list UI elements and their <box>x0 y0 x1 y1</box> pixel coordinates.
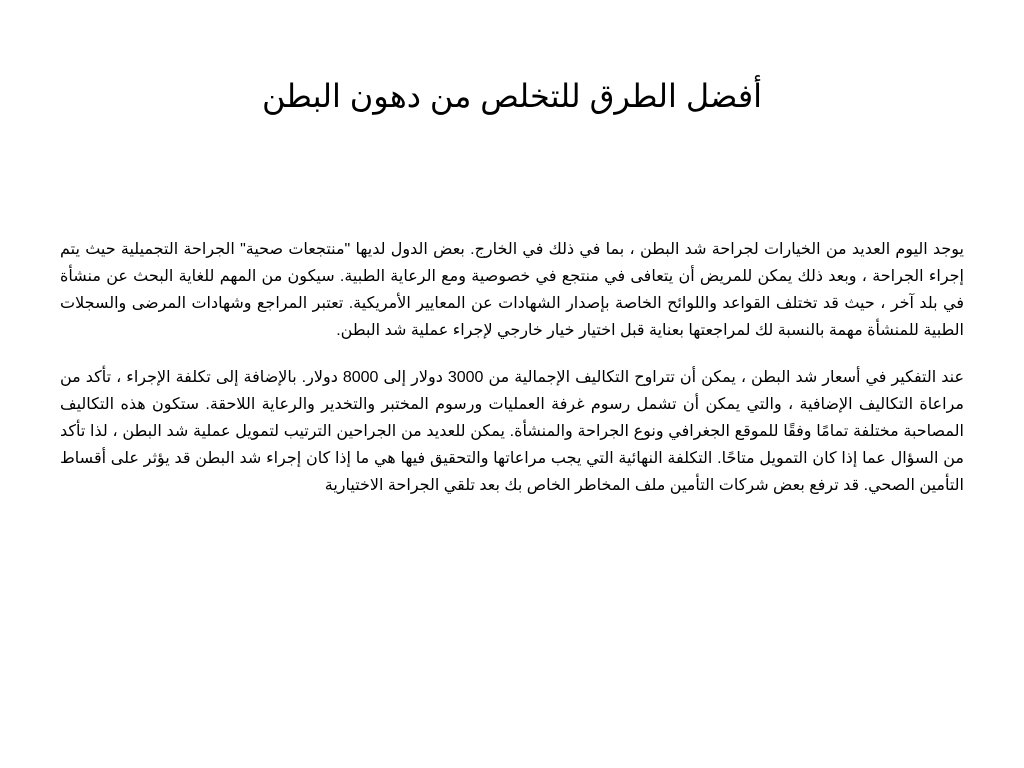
slide-body <box>60 236 964 519</box>
body-paragraph-1: يوجد اليوم العديد من الخيارات لجراحة شد البطن ، بما في ذلك في الخارج. بعض الدول لديها "منتجعات صحية" الجراحة التجميلية حيث يتم إجراء الجراحة ، وبعد ذلك يمكن للمريض أن يتعافى في منتجع في خصوصية ومع الرعاية الطبية. سيكون من المهم للغاية البحث عن منشأة في بلد آخر ، حيث قد تختلف القواعد واللوائح الخاصة بإصدار الشهادات عن المعايير الأمريكية. تعتبر المراجع وشهادات المرضى والسجلات الطبية للمنشأة مهمة بالنسبة لك لمراجعتها بعناية قبل اختيار خيار خارجي لإجراء عملية شد البطن. <box>60 241 964 339</box>
body-paragraph-2: عند التفكير في أسعار شد البطن ، يمكن أن تتراوح التكاليف الإجمالية من 3000 دولار إلى 8000 دولار. بالإضافة إلى تكلفة الإجراء ، تأكد من مراعاة التكاليف الإضافية ، والتي يمكن أن تشمل رسوم غرفة العمليات ورسوم المختبر والتخدير والرعاية اللاحقة. ستكون هذه التكاليف المصاحبة مختلفة تمامًا وفقًا للموقع الجغرافي ونوع الجراحة والمنشأة. يمكن للعديد من الجراحين الترتيب لتمويل عملية شد البطن ، لذا تأكد من السؤال عما إذا كان التمويل متاحًا. التكلفة النهائية التي يجب مراعاتها والتحقيق فيها هي ما إذا كان إجراء شد البطن قد يؤثر على أقساط التأمين الصحي. قد ترفع بعض شركات التأمين ملف المخاطر الخاص بك بعد تلقي الجراحة الاختيارية <box>60 369 965 494</box>
slide-title: أفضل الطرق للتخلص من دهون البطن <box>261 78 762 114</box>
